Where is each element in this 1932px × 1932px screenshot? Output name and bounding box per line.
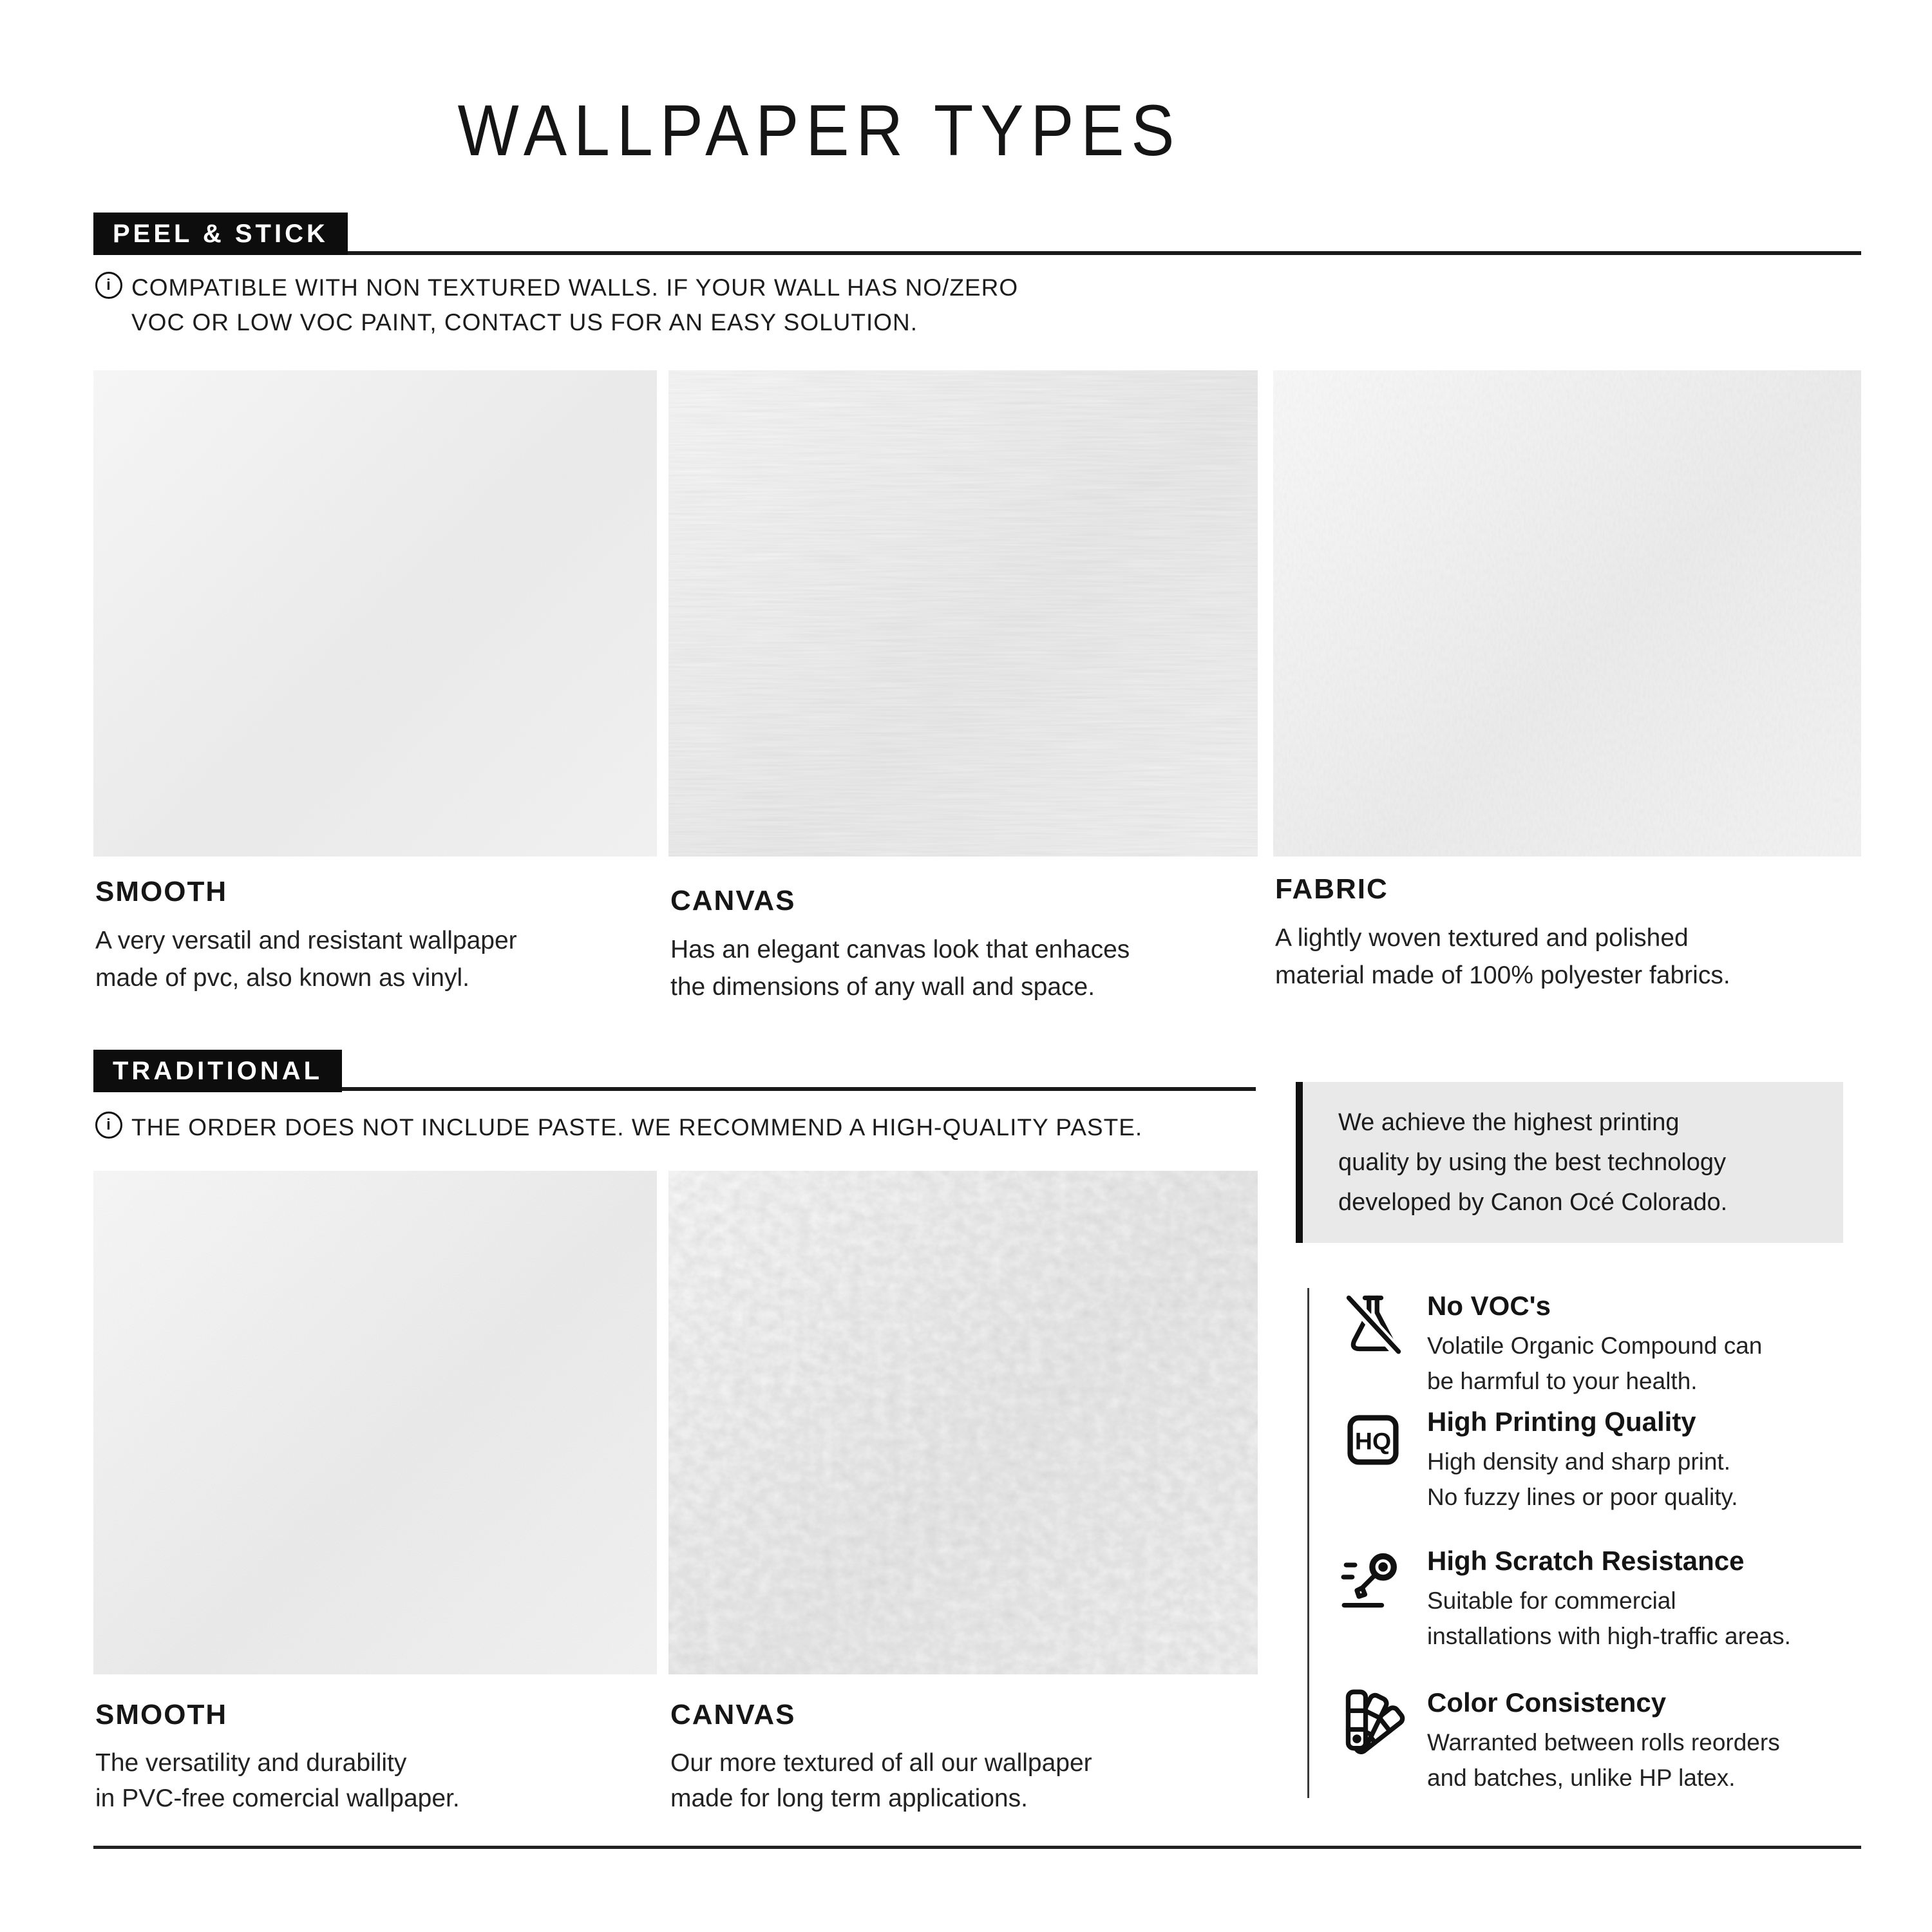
feature-desc-line2: installations with high-traffic areas. <box>1427 1623 1791 1649</box>
printing-quality-quote <box>1296 1082 1843 1243</box>
feature-title: High Scratch Resistance <box>1427 1546 1745 1576</box>
feature-desc-line1: Volatile Organic Compound can <box>1427 1332 1763 1359</box>
quote-line2: quality by using the best technology <box>1338 1149 1727 1176</box>
peel-stick-note-line1: COMPATIBLE WITH NON TEXTURED WALLS. IF YOUR WALL HAS NO/ZERO <box>131 274 1019 301</box>
swatch-smooth-traditional <box>93 1171 657 1674</box>
caption-canvas-peel-stick <box>670 885 1256 1006</box>
swatch-title: SMOOTH <box>95 1699 228 1730</box>
sidebar-divider <box>1307 1288 1309 1798</box>
peel-stick-rule <box>93 251 1861 255</box>
traditional-note-line1: THE ORDER DOES NOT INCLUDE PASTE. WE RECOMMEND A HIGH-QUALITY PASTE. <box>131 1114 1143 1141</box>
feature-desc-line1: Suitable for commercial <box>1427 1587 1676 1614</box>
swatch-desc-line2: made of pvc, also known as vinyl. <box>95 964 469 992</box>
hq-badge-text: HQ <box>1354 1427 1392 1455</box>
color-swatch-fan-icon <box>1341 1686 1405 1757</box>
bottom-rule <box>93 1846 1861 1849</box>
feature-high-scratch-resistance <box>1341 1544 1862 1654</box>
info-icon: i <box>95 272 122 299</box>
swatch-desc-line2: made for long term applications. <box>670 1785 1028 1812</box>
swatch-desc-line1: The versatility and durability <box>95 1749 407 1777</box>
swatch-smooth-peel-stick <box>93 370 657 857</box>
caption-smooth-peel-stick <box>95 876 662 997</box>
feature-desc-line1: Warranted between rolls reorders <box>1427 1729 1780 1756</box>
traditional-note <box>95 1110 1255 1145</box>
swatch-canvas-traditional <box>668 1171 1258 1674</box>
key-scratch-icon <box>1341 1544 1405 1615</box>
swatch-desc-line2: material made of 100% polyester fabrics. <box>1275 961 1730 989</box>
caption-smooth-traditional <box>95 1699 662 1816</box>
swatch-desc-line2: in PVC-free comercial wallpaper. <box>95 1785 460 1812</box>
quote-line3: developed by Canon Océ Colorado. <box>1338 1189 1728 1216</box>
caption-canvas-traditional <box>670 1699 1256 1816</box>
swatch-desc-line1: A very versatil and resistant wallpaper <box>95 927 517 954</box>
swatch-title: CANVAS <box>670 1699 796 1730</box>
feature-high-printing-quality <box>1341 1405 1862 1515</box>
info-icon: i <box>95 1112 122 1139</box>
feature-desc-line2: No fuzzy lines or poor quality. <box>1427 1484 1738 1510</box>
swatch-title: FABRIC <box>1275 873 1388 905</box>
peel-stick-note <box>95 270 1190 340</box>
swatch-fabric-peel-stick <box>1273 370 1861 857</box>
swatch-canvas-peel-stick <box>668 370 1258 857</box>
feature-desc-line2: be harmful to your health. <box>1427 1368 1698 1394</box>
section-label-traditional: TRADITIONAL <box>93 1050 342 1092</box>
no-voc-flask-icon <box>1341 1289 1405 1360</box>
hq-badge-icon <box>1341 1405 1405 1476</box>
page-title: WALLPAPER TYPES <box>457 90 1182 171</box>
feature-no-voc <box>1341 1289 1862 1399</box>
swatch-desc-line1: A lightly woven textured and polished <box>1275 924 1689 952</box>
feature-desc-line1: High density and sharp print. <box>1427 1448 1730 1475</box>
feature-desc-line2: and batches, unlike HP latex. <box>1427 1765 1736 1791</box>
feature-title: Color Consistency <box>1427 1687 1667 1718</box>
peel-stick-note-line2: VOC OR LOW VOC PAINT, CONTACT US FOR AN EASY SOLUTION. <box>131 309 918 336</box>
caption-fabric-peel-stick <box>1275 873 1861 994</box>
quote-line1: We achieve the highest printing <box>1338 1109 1680 1136</box>
swatch-title: SMOOTH <box>95 876 228 907</box>
swatch-desc-line1: Our more textured of all our wallpaper <box>670 1749 1092 1777</box>
section-label-peel-stick: PEEL & STICK <box>93 213 348 255</box>
feature-title: High Printing Quality <box>1427 1406 1696 1437</box>
feature-title: No VOC's <box>1427 1291 1551 1321</box>
swatch-desc-line1: Has an elegant canvas look that enhaces <box>670 936 1130 963</box>
feature-color-consistency <box>1341 1686 1862 1795</box>
swatch-desc-line2: the dimensions of any wall and space. <box>670 973 1095 1001</box>
swatch-title: CANVAS <box>670 885 796 916</box>
